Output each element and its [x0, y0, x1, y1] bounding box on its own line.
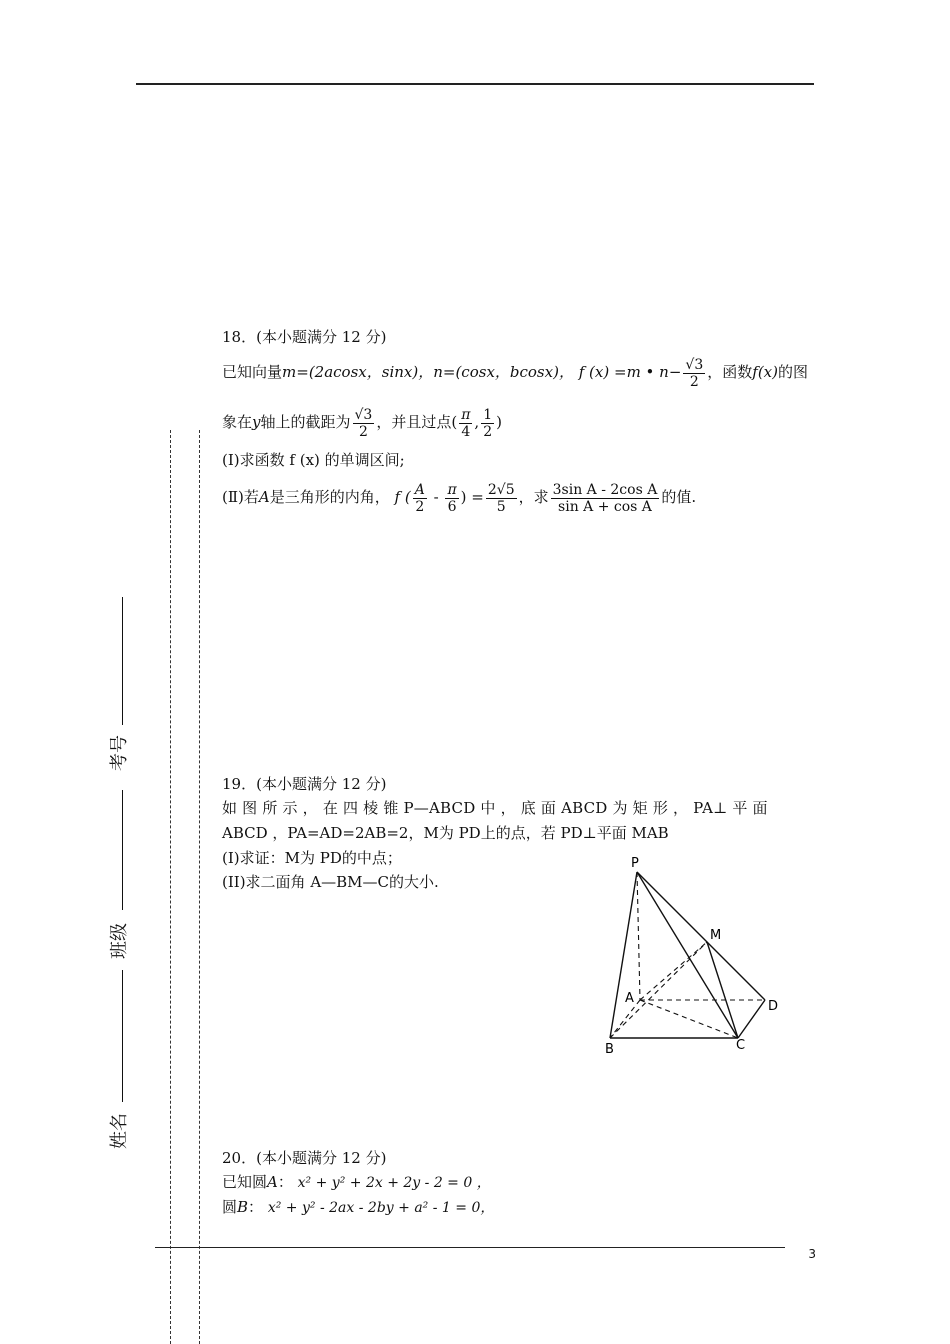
f-def: f (x) = [578, 363, 627, 381]
q18-line2: 象在y轴上的截距为 $\frac{√3}{2}$ ，并且过点( $\frac{\pi}{4}$ , $\frac{1}{2}$ ) [222, 406, 502, 440]
q19-title: 19．(本小题满分 12 分) [222, 775, 387, 793]
pyramid-figure [600, 850, 790, 1060]
circle-B: B [237, 1198, 249, 1216]
q18-text: (Ⅱ)若 [222, 488, 259, 506]
edge-PA [637, 872, 640, 1000]
name-label: 姓名 [109, 1113, 130, 1149]
edge-CD [738, 1000, 765, 1038]
label-A: A [625, 991, 634, 1006]
frac-pi-over-4 [459, 407, 472, 440]
q18-text: 是三角形的内角， [269, 488, 390, 506]
f-open: f ( [394, 488, 411, 506]
exam-no-label: 考号 [109, 735, 130, 771]
q18-text: 已知向量 [222, 363, 283, 381]
exam-no-blank [122, 597, 123, 725]
q20-title: 20．(本小题满分 12 分) [222, 1149, 387, 1167]
q19-line2: ABCD ，PA=AD=2AB=2，M为 PD上的点，若 PD⊥平面 MAB [222, 824, 669, 842]
frac-sqrt3-over-2 [683, 357, 705, 390]
q18-text: 象在 [222, 413, 253, 431]
angle-A: A [258, 488, 270, 506]
frac-num: 2√5 [487, 481, 515, 498]
q20-text: 圆 [222, 1198, 238, 1216]
q18-text: 的值. [661, 488, 697, 506]
y-var: y [252, 413, 261, 431]
q19-part1: (I)求证：M为 PD的中点； [222, 849, 402, 867]
vector-m: m [282, 363, 297, 381]
footer-rule [155, 1247, 785, 1248]
q18-text: 轴上的截距为 [260, 413, 351, 431]
frac-den: 4 [461, 423, 471, 440]
frac-num: 3sin A - 2cos A [552, 481, 658, 498]
class-label: 班级 [109, 923, 130, 959]
circle-B-equation: x² + y² - 2ax - 2by + a² - 1 = 0， [267, 1200, 495, 1216]
binding-line-inner [199, 430, 200, 1344]
edge-PC [637, 872, 738, 1038]
q18-text: 的图 [777, 363, 808, 381]
q18-part1: (Ⅰ)求函数 f (x) 的单调区间; [222, 451, 405, 469]
label-M: M [710, 928, 722, 943]
frac-den: 5 [496, 498, 506, 515]
label-C: C [736, 1038, 746, 1053]
frac-den: sin A + cos A [558, 498, 652, 515]
q20-line2 [222, 1197, 494, 1218]
q19-part2: (II)求二面角 A—BM—C的大小. [222, 873, 439, 891]
q20-line1 [222, 1172, 491, 1193]
frac-den: 2 [689, 373, 699, 390]
minus-sign: − [668, 363, 682, 381]
circle-A-equation: x² + y² + 2x + 2y - 2 = 0 ， [297, 1175, 491, 1191]
vector-m-value: =(2acosx，sinx)， [296, 363, 434, 381]
q19-line1: 如 图 所 示 ， 在 四 棱 锥 P—ABCD 中 ， 底 面 ABCD 为 矩 形 ， PA⊥ 平 面 [222, 799, 768, 817]
q20-text: ： [248, 1198, 264, 1216]
edge-AC [640, 1000, 738, 1038]
class-blank [122, 790, 123, 910]
frac-sqrt3-over-2 [353, 407, 375, 440]
page-number: 3 [808, 1247, 816, 1261]
frac-trig-ratio [551, 482, 660, 515]
frac-den: 2 [415, 498, 425, 515]
frac-pi-over-6 [445, 482, 458, 515]
circle-A: A [267, 1173, 278, 1191]
q20-text: ： [277, 1173, 293, 1191]
edge-BM [610, 942, 707, 1038]
frac-den: 2 [358, 423, 368, 440]
frac-num: 1 [483, 406, 493, 423]
header-rule [136, 83, 814, 85]
frac-2sqrt5-over-5 [486, 482, 517, 515]
binding-line-outer [170, 430, 171, 1344]
q18-line1 [222, 350, 808, 394]
frac-A-over-2 [413, 482, 427, 515]
fx: f(x) [752, 363, 778, 381]
edge-PD [637, 872, 765, 1000]
frac-den: 2 [483, 423, 493, 440]
edge-PB [610, 872, 637, 1038]
label-B: B [605, 1042, 614, 1057]
label-P: P [631, 856, 639, 871]
frac-1-over-2 [481, 407, 494, 440]
frac-num: √3 [685, 356, 704, 373]
vector-n-value: =(cosx，bcosx)， [442, 363, 574, 381]
frac-num: π [447, 481, 457, 498]
q18-title: 18．(本小题满分 12 分) [222, 328, 387, 346]
q18-part2: (Ⅱ)若A是三角形的内角， f ( $\frac{A}{2}$ - $\frac{\pi}{6}$ ) = $\frac{2√5}{5}$ ，求 $\frac{\text{3sin A - 2cos A}}{\text{sin A + cos A}}$ 的值. [222, 481, 697, 515]
name-blank [122, 970, 123, 1102]
frac-num: A [414, 481, 425, 498]
edge-MC [707, 942, 738, 1038]
dot-product: m • n [626, 363, 669, 381]
q18-text: ，求 [518, 488, 549, 506]
frac-num: π [461, 406, 471, 423]
label-D: D [768, 999, 779, 1014]
q18-text: ，函数 [707, 363, 753, 381]
frac-den: 6 [447, 498, 457, 515]
q20-text: 已知圆 [222, 1173, 268, 1191]
vector-n: n [433, 363, 443, 381]
frac-num: √3 [354, 406, 373, 423]
q18-text: ，并且过点 [376, 413, 452, 431]
